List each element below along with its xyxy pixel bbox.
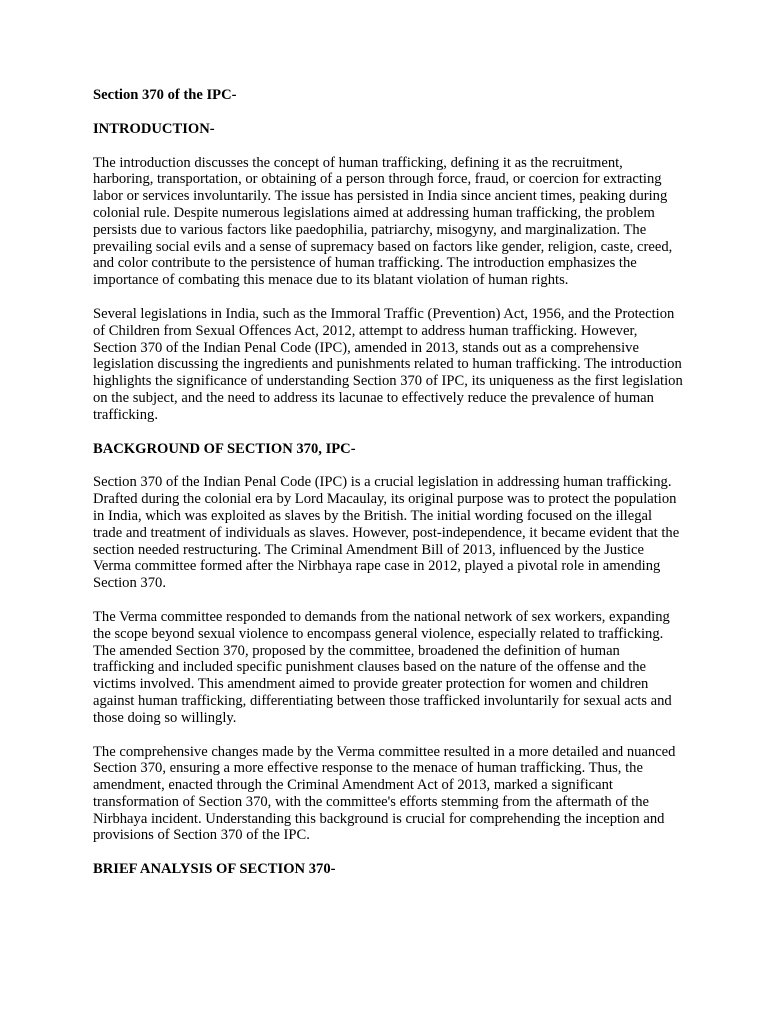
section-heading-background: BACKGROUND OF SECTION 370, IPC- [93, 440, 356, 457]
section-heading-introduction: INTRODUCTION- [93, 120, 215, 137]
background-paragraph-1: Section 370 of the Indian Penal Code (IPC) is a crucial legislation in addressing human trafficking. Drafted during the colonial era by Lord Macaulay, its original purpose was to protect the population in India, which was exploited as slaves by the British. The initial wording focused on the illegal trade and treatment of individuals as slaves. However, post-independence, it became evident that the section needed restructuring. The Criminal Amendment Bill of 2013, influenced by the Justice Verma committee formed after the Nirbhaya rape case in 2012, played a pivotal role in amending Section 370. [93, 474, 680, 592]
document-title: Section 370 of the IPC- [93, 87, 237, 103]
intro-paragraph-2: Several legislations in India, such as the Immoral Traffic (Prevention) Act, 1956, and the Protection of Children from Sexual Offences Act, 2012, attempt to address human trafficking. However, Section 370 of the Indian Penal Code (IPC), amended in 2013, stands out as a comprehensive legislation discussing the ingredients and punishments related to human trafficking. The introduction highlights the significance of understanding Section 370 of IPC, its uniqueness as the first legislation on the subject, and the need to address its lacunae to effectively reduce the prevalence of human trafficking. [93, 305, 683, 423]
intro-paragraph-1: The introduction discusses the concept of human trafficking, defining it as the recruitment, harboring, transportation, or obtaining of a person through force, fraud, or coercion for extracting labor or services involuntarily. The issue has persisted in India since ancient times, peaking during colonial rule. Despite numerous legislations aimed at addressing human trafficking, the problem persists due to various factors like paedophilia, patriarchy, misogyny, and marginalization. The prevailing social evils and a sense of supremacy based on factors like gender, religion, caste, creed, and color contribute to the persistence of human trafficking. The introduction emphasizes the importance of combating this menace due to its blatant violation of human rights. [93, 154, 673, 289]
background-paragraph-3: The comprehensive changes made by the Verma committee resulted in a more detailed and nuanced Section 370, ensuring a more effective response to the menace of human trafficking. Thus, the amendment, enacted through the Criminal Amendment Act of 2013, marked a significant transformation of Section 370, with the committee's efforts stemming from the aftermath of the Nirbhaya incident. Understanding this background is crucial for comprehending the inception and provisions of Section 370 of the IPC. [93, 743, 676, 844]
section-heading-analysis: BRIEF ANALYSIS OF SECTION 370- [93, 861, 336, 878]
background-paragraph-2: The Verma committee responded to demands from the national network of sex workers, expanding the scope beyond sexual violence to encompass general violence, especially related to trafficking. The amended Section 370, proposed by the committee, broadened the definition of human trafficking and included specific punishment clauses based on the nature of the offense and the victims involved. This amendment aimed to provide greater protection for women and children against human trafficking, differentiating between those trafficked involuntarily for sexual acts and those doing so willingly. [93, 608, 672, 726]
document-page [93, 87, 683, 895]
